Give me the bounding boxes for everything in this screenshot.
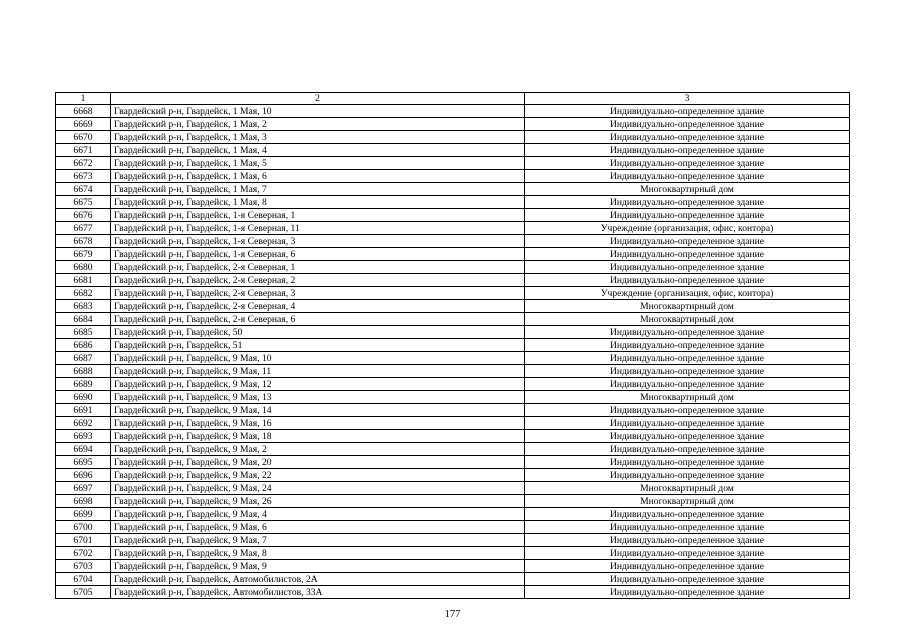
row-type-cell: Индивидуально-определенное здание: [525, 209, 850, 222]
table-row: [56, 534, 850, 547]
row-type-cell: Индивидуально-определенное здание: [525, 105, 850, 118]
table-row: [56, 521, 850, 534]
row-number-cell: 6674: [56, 183, 111, 196]
row-number-cell: 6668: [56, 105, 111, 118]
table-row: [56, 157, 850, 170]
row-number-cell: 6704: [56, 573, 111, 586]
row-address-cell: Гвардейский р-н, Гвардейск, 51: [111, 339, 525, 352]
row-type-cell: Индивидуально-определенное здание: [525, 157, 850, 170]
row-number-cell: 6684: [56, 313, 111, 326]
row-address-cell: Гвардейский р-н, Гвардейск, Автомобилистов, 2А: [111, 573, 525, 586]
table-row: [56, 222, 850, 235]
row-type-cell: Индивидуально-определенное здание: [525, 131, 850, 144]
table-row: [56, 235, 850, 248]
row-type-cell: Индивидуально-определенное здание: [525, 547, 850, 560]
row-type-cell: Индивидуально-определенное здание: [525, 404, 850, 417]
row-type-cell: Индивидуально-определенное здание: [525, 196, 850, 209]
row-address-cell: Гвардейский р-н, Гвардейск, 2-я Северная, 2: [111, 274, 525, 287]
row-number-cell: 6689: [56, 378, 111, 391]
row-address-cell: Гвардейский р-н, Гвардейск, 1 Мая, 4: [111, 144, 525, 157]
row-type-cell: Многоквартирный дом: [525, 300, 850, 313]
row-type-cell: Индивидуально-определенное здание: [525, 118, 850, 131]
table-row: [56, 417, 850, 430]
row-type-cell: Учреждение (организация, офис, контора): [525, 287, 850, 300]
row-type-cell: Индивидуально-определенное здание: [525, 365, 850, 378]
row-address-cell: Гвардейский р-н, Гвардейск, 9 Мая, 4: [111, 508, 525, 521]
row-number-cell: 6692: [56, 417, 111, 430]
row-number-cell: 6701: [56, 534, 111, 547]
row-type-cell: Индивидуально-определенное здание: [525, 560, 850, 573]
row-address-cell: Гвардейский р-н, Гвардейск, 9 Мая, 26: [111, 495, 525, 508]
row-number-cell: 6671: [56, 144, 111, 157]
table-row: [56, 560, 850, 573]
row-number-cell: 6698: [56, 495, 111, 508]
row-number-cell: 6691: [56, 404, 111, 417]
row-address-cell: Гвардейский р-н, Гвардейск, 2-я Северная, 1: [111, 261, 525, 274]
row-address-cell: Гвардейский р-н, Гвардейск, 9 Мая, 24: [111, 482, 525, 495]
row-number-cell: 6681: [56, 274, 111, 287]
row-address-cell: Гвардейский р-н, Гвардейск, 1-я Северная, 1: [111, 209, 525, 222]
row-address-cell: Гвардейский р-н, Гвардейск, 9 Мая, 22: [111, 469, 525, 482]
table-row: [56, 326, 850, 339]
row-number-cell: 6670: [56, 131, 111, 144]
row-address-cell: Гвардейский р-н, Гвардейск, 2-я Северная, 4: [111, 300, 525, 313]
row-type-cell: Многоквартирный дом: [525, 482, 850, 495]
row-number-cell: 6697: [56, 482, 111, 495]
row-type-cell: Многоквартирный дом: [525, 391, 850, 404]
row-address-cell: Гвардейский р-н, Гвардейск, 1 Мая, 3: [111, 131, 525, 144]
row-address-cell: Гвардейский р-н, Гвардейск, 2-я Северная, 6: [111, 313, 525, 326]
row-number-cell: 6695: [56, 456, 111, 469]
table-row: [56, 573, 850, 586]
table-row: [56, 586, 850, 599]
table-row: [56, 352, 850, 365]
table-body: [56, 105, 850, 599]
row-address-cell: Гвардейский р-н, Гвардейск, 9 Мая, 6: [111, 521, 525, 534]
row-type-cell: Индивидуально-определенное здание: [525, 443, 850, 456]
column-header-number: 1: [56, 93, 111, 105]
row-address-cell: Гвардейский р-н, Гвардейск, 50: [111, 326, 525, 339]
table-row: [56, 144, 850, 157]
table-row: [56, 495, 850, 508]
row-type-cell: Многоквартирный дом: [525, 495, 850, 508]
row-number-cell: 6693: [56, 430, 111, 443]
row-address-cell: Гвардейский р-н, Гвардейск, 9 Мая, 20: [111, 456, 525, 469]
table-row: [56, 287, 850, 300]
row-type-cell: Индивидуально-определенное здание: [525, 339, 850, 352]
row-number-cell: 6677: [56, 222, 111, 235]
table-row: [56, 547, 850, 560]
row-number-cell: 6690: [56, 391, 111, 404]
row-number-cell: 6699: [56, 508, 111, 521]
row-number-cell: 6688: [56, 365, 111, 378]
table-row: [56, 274, 850, 287]
table-row: [56, 339, 850, 352]
table-row: [56, 118, 850, 131]
row-type-cell: Индивидуально-определенное здание: [525, 170, 850, 183]
table-row: [56, 482, 850, 495]
row-address-cell: Гвардейский р-н, Гвардейск, 9 Мая, 7: [111, 534, 525, 547]
row-type-cell: Индивидуально-определенное здание: [525, 378, 850, 391]
row-address-cell: Гвардейский р-н, Гвардейск, 9 Мая, 2: [111, 443, 525, 456]
table-row: [56, 456, 850, 469]
row-address-cell: Гвардейский р-н, Гвардейск, 9 Мая, 8: [111, 547, 525, 560]
register-table: [55, 92, 850, 599]
table-row: [56, 300, 850, 313]
row-address-cell: Гвардейский р-н, Гвардейск, 9 Мая, 14: [111, 404, 525, 417]
row-address-cell: Гвардейский р-н, Гвардейск, 1 Мая, 10: [111, 105, 525, 118]
row-number-cell: 6676: [56, 209, 111, 222]
row-type-cell: Индивидуально-определенное здание: [525, 144, 850, 157]
row-number-cell: 6673: [56, 170, 111, 183]
row-type-cell: Индивидуально-определенное здание: [525, 456, 850, 469]
table-row: [56, 248, 850, 261]
table-row: [56, 508, 850, 521]
table-row: [56, 261, 850, 274]
table-header: [56, 93, 850, 105]
table-row: [56, 313, 850, 326]
row-address-cell: Гвардейский р-н, Гвардейск, 9 Мая, 11: [111, 365, 525, 378]
row-type-cell: Индивидуально-определенное здание: [525, 261, 850, 274]
column-header-address: 2: [111, 93, 525, 105]
row-number-cell: 6694: [56, 443, 111, 456]
row-type-cell: Учреждение (организация, офис, контора): [525, 222, 850, 235]
row-type-cell: Индивидуально-определенное здание: [525, 352, 850, 365]
row-address-cell: Гвардейский р-н, Гвардейск, Автомобилистов, 33А: [111, 586, 525, 599]
row-type-cell: Индивидуально-определенное здание: [525, 508, 850, 521]
row-number-cell: 6700: [56, 521, 111, 534]
table-row: [56, 391, 850, 404]
table-row: [56, 183, 850, 196]
row-address-cell: Гвардейский р-н, Гвардейск, 9 Мая, 16: [111, 417, 525, 430]
row-address-cell: Гвардейский р-н, Гвардейск, 9 Мая, 18: [111, 430, 525, 443]
table-row: [56, 131, 850, 144]
row-number-cell: 6696: [56, 469, 111, 482]
row-number-cell: 6675: [56, 196, 111, 209]
row-address-cell: Гвардейский р-н, Гвардейск, 1 Мая, 6: [111, 170, 525, 183]
row-number-cell: 6705: [56, 586, 111, 599]
table-row: [56, 404, 850, 417]
table-row: [56, 430, 850, 443]
row-type-cell: Индивидуально-определенное здание: [525, 235, 850, 248]
row-number-cell: 6687: [56, 352, 111, 365]
row-address-cell: Гвардейский р-н, Гвардейск, 1 Мая, 2: [111, 118, 525, 131]
page-number: 177: [444, 609, 461, 620]
table-row: [56, 443, 850, 456]
row-type-cell: Многоквартирный дом: [525, 183, 850, 196]
table-row: [56, 469, 850, 482]
column-header-type: 3: [525, 93, 850, 105]
row-number-cell: 6702: [56, 547, 111, 560]
row-type-cell: Индивидуально-определенное здание: [525, 430, 850, 443]
row-type-cell: Индивидуально-определенное здание: [525, 521, 850, 534]
row-number-cell: 6669: [56, 118, 111, 131]
row-address-cell: Гвардейский р-н, Гвардейск, 2-я Северная, 3: [111, 287, 525, 300]
row-address-cell: Гвардейский р-н, Гвардейск, 1-я Северная, 11: [111, 222, 525, 235]
row-type-cell: Индивидуально-определенное здание: [525, 586, 850, 599]
row-type-cell: Индивидуально-определенное здание: [525, 248, 850, 261]
row-type-cell: Индивидуально-определенное здание: [525, 534, 850, 547]
row-number-cell: 6683: [56, 300, 111, 313]
header-row: [56, 93, 850, 105]
table-row: [56, 378, 850, 391]
row-type-cell: Многоквартирный дом: [525, 313, 850, 326]
row-number-cell: 6679: [56, 248, 111, 261]
row-number-cell: 6686: [56, 339, 111, 352]
row-type-cell: Индивидуально-определенное здание: [525, 326, 850, 339]
row-number-cell: 6685: [56, 326, 111, 339]
row-number-cell: 6703: [56, 560, 111, 573]
table-row: [56, 170, 850, 183]
row-type-cell: Индивидуально-определенное здание: [525, 469, 850, 482]
row-address-cell: Гвардейский р-н, Гвардейск, 1-я Северная, 3: [111, 235, 525, 248]
row-type-cell: Индивидуально-определенное здание: [525, 417, 850, 430]
row-address-cell: Гвардейский р-н, Гвардейск, 9 Мая, 13: [111, 391, 525, 404]
row-address-cell: Гвардейский р-н, Гвардейск, 9 Мая, 10: [111, 352, 525, 365]
table-row: [56, 105, 850, 118]
row-address-cell: Гвардейский р-н, Гвардейск, 1 Мая, 8: [111, 196, 525, 209]
row-address-cell: Гвардейский р-н, Гвардейск, 9 Мая, 9: [111, 560, 525, 573]
row-number-cell: 6682: [56, 287, 111, 300]
row-address-cell: Гвардейский р-н, Гвардейск, 1 Мая, 7: [111, 183, 525, 196]
row-address-cell: Гвардейский р-н, Гвардейск, 1-я Северная, 6: [111, 248, 525, 261]
row-number-cell: 6680: [56, 261, 111, 274]
row-type-cell: Индивидуально-определенное здание: [525, 573, 850, 586]
table-row: [56, 196, 850, 209]
table-row: [56, 209, 850, 222]
table-row: [56, 365, 850, 378]
row-type-cell: Индивидуально-определенное здание: [525, 274, 850, 287]
row-number-cell: 6678: [56, 235, 111, 248]
row-address-cell: Гвардейский р-н, Гвардейск, 1 Мая, 5: [111, 157, 525, 170]
row-number-cell: 6672: [56, 157, 111, 170]
row-address-cell: Гвардейский р-н, Гвардейск, 9 Мая, 12: [111, 378, 525, 391]
